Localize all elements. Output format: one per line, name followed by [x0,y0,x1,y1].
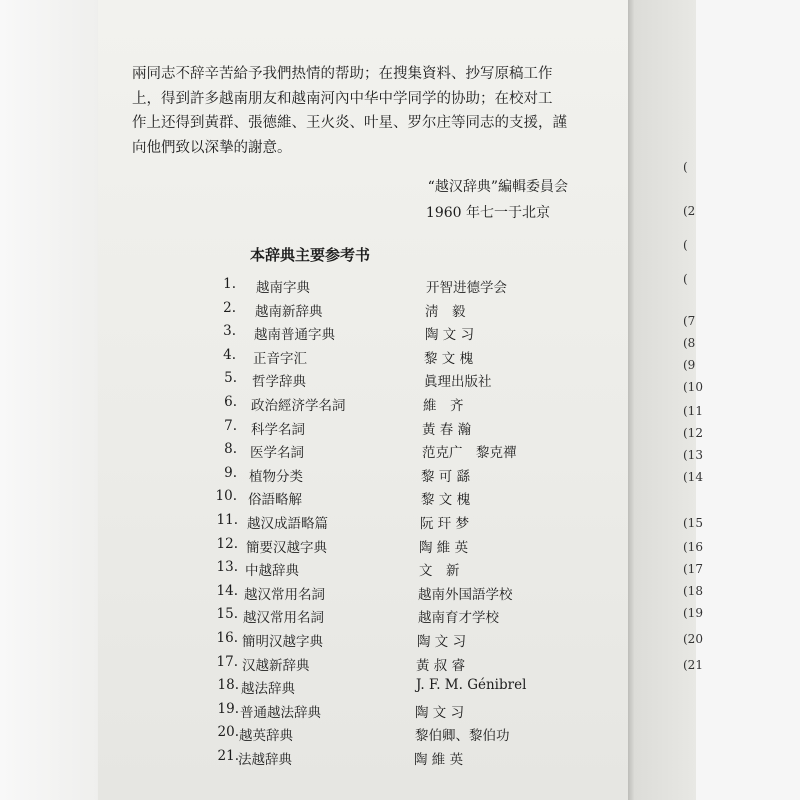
reference-number: 19. [217,700,239,717]
reference-title: 越英辞典 [239,728,293,745]
reference-title: 植物分类 [249,468,303,485]
facing-page-number: (15 [683,516,703,530]
reference-title: 越法辞典 [241,681,295,698]
reference-title: 俗語略解 [248,492,302,509]
reference-author: 黎 文 槐 [421,492,471,509]
reference-author: 陶 文 习 [415,704,465,721]
reference-number: 10. [215,488,237,505]
reference-row [0,583,620,607]
reference-row [0,370,620,394]
reference-title: 普通越法辞典 [240,704,321,721]
reference-number: 1. [223,276,236,292]
reference-author: J. F. M. Génibrel [416,677,527,694]
reference-number: 13. [216,559,238,576]
reference-title: 越南普通字典 [254,327,335,344]
reference-row [0,488,620,512]
reference-row [0,441,620,465]
reference-title: 法越辞典 [238,752,292,768]
reference-number: 8. [224,441,237,458]
facing-page-number: (9 [683,358,696,372]
reference-number: 2. [223,299,236,316]
reference-author: 淸 毅 [425,303,466,320]
reference-number: 12. [216,535,238,552]
reference-author: 陶 文 习 [425,327,475,344]
reference-row [0,300,620,324]
reference-author: 黎 文 槐 [424,350,474,367]
facing-page-number: (8 [683,336,696,350]
reference-author: 黎 可 繇 [421,468,471,485]
facing-page-number: (16 [683,540,703,554]
reference-row [0,724,620,748]
reference-row [0,559,620,583]
preface-line: 作上还得到黃群、張德維、王火炎、叶星、罗尔庄等同志的支援，謹 [132,115,567,131]
reference-number: 9. [224,464,237,481]
reference-author: 維 齐 [423,398,464,414]
reference-author: 陶 文 习 [417,634,467,650]
preface-line: 兩同志不辞辛苦給予我們热情的帮助；在搜集資料、抄写原稿工作 [132,66,553,82]
reference-row [0,701,620,725]
reference-author: 陶 維 英 [419,539,469,556]
reference-number: 6. [224,394,237,410]
reference-author: 眞理出版社 [424,374,492,391]
reference-title: 科学名詞 [251,421,305,438]
reference-title: 汉越新辞典 [242,657,310,674]
reference-author: 阮 玕 梦 [420,516,470,532]
reference-row [0,323,620,347]
reference-row [0,654,620,678]
reference-row [0,512,620,536]
reference-author: 越南育才学校 [418,610,499,627]
reference-title: 医学名詞 [250,445,304,462]
reference-author: 陶 維 英 [414,752,464,768]
reference-number: 16. [216,630,238,646]
reference-row [0,347,620,371]
reference-number: 7. [224,417,237,434]
reference-number: 14. [216,582,238,599]
reference-row [0,536,620,560]
references-title: 本辞典主要参考书 [250,246,371,264]
reference-row [0,276,620,300]
reference-title: 越南字典 [256,280,310,296]
facing-page-number: (11 [683,404,703,418]
reference-author: 范克广 黎克禪 [422,445,517,462]
reference-title: 簡明汉越字典 [242,634,323,650]
reference-title: 哲学辞典 [252,374,306,391]
reference-row [0,465,620,489]
reference-number: 3. [223,323,236,340]
reference-row [0,677,620,701]
reference-number: 17. [216,653,238,670]
editorial-committee-signature: “越汉辞典”編輯委員会 [427,179,568,195]
reference-title: 簡要汉越字典 [246,539,327,556]
facing-page-number: (14 [683,470,703,484]
reference-author: 越南外国語学校 [418,586,513,603]
reference-row [0,606,620,630]
preface-line: 上，得到許多越南朋友和越南河內中华中学同学的协助；在校对工 [132,90,553,107]
reference-title: 越南新辞典 [255,303,323,320]
facing-page-number: (7 [683,314,696,328]
reference-number: 4. [223,346,236,363]
facing-page-number: (19 [683,606,703,620]
reference-title: 中越辞典 [245,563,299,580]
reference-number: 18. [217,677,239,694]
facing-page-number: (13 [683,448,703,462]
reference-number: 5. [224,370,237,387]
preface-line: 向他們致以深摯的謝意。 [132,139,292,156]
reference-number: 11. [216,512,238,528]
facing-page-number: (12 [683,426,703,440]
reference-author: 黃 春 瀚 [422,421,472,438]
reference-author: 开智进德学会 [426,280,507,296]
facing-page-number: ( [683,272,688,286]
facing-page-number: (18 [683,584,703,598]
reference-number: 21. [217,748,239,764]
reference-author: 黎伯卿、黎伯功 [415,728,510,745]
reference-title: 正音字汇 [253,350,307,367]
reference-title: 越汉常用名詞 [244,586,325,603]
facing-page-number: (2 [683,204,696,218]
reference-row [0,748,620,772]
reference-row [0,630,620,654]
reference-row [0,418,620,442]
reference-author: 文 新 [419,563,460,580]
facing-page-number: (17 [683,562,703,576]
reference-title: 越汉成語略篇 [247,516,328,532]
facing-page-number: (20 [683,632,703,646]
reference-title: 越汉常用名詞 [243,610,324,627]
preface-date: 1960 年七一于北京 [425,205,550,221]
reference-row [0,394,620,418]
facing-page-number: ( [683,160,688,174]
reference-number: 15. [216,606,238,623]
reference-author: 黃 叔 睿 [416,657,466,674]
facing-page-number: (10 [683,380,703,394]
facing-page-number: ( [683,238,688,252]
reference-title: 政治經济学名詞 [251,398,346,414]
facing-page-number: (21 [683,658,703,672]
reference-number: 20. [217,724,239,741]
